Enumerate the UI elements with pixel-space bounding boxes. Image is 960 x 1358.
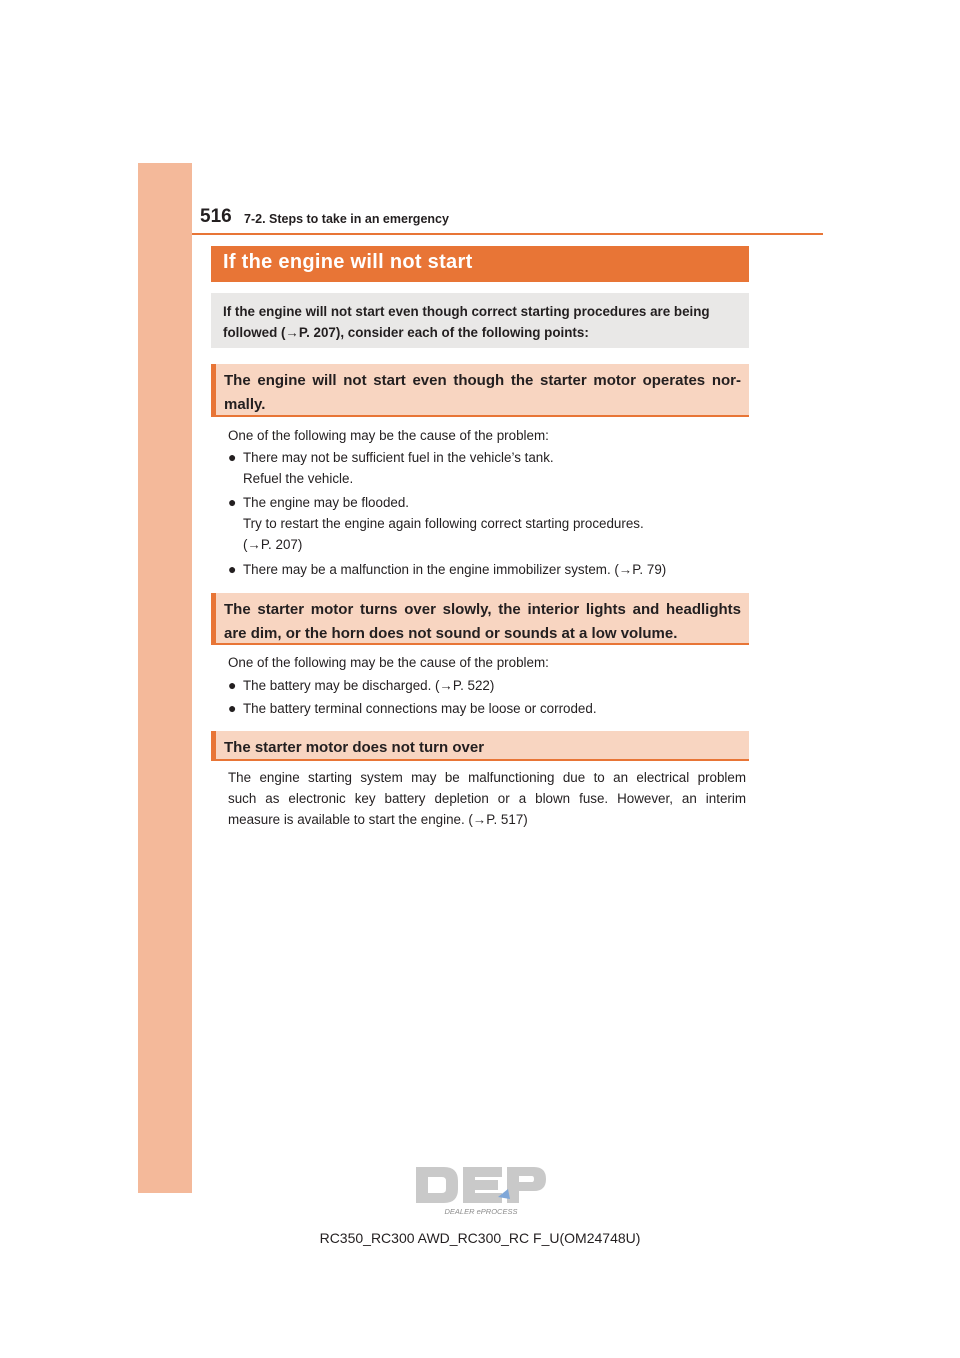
bullet-icon: ● xyxy=(228,494,237,510)
section-heading-starter-normal xyxy=(211,364,749,417)
section-heading-starter-slow xyxy=(211,593,749,645)
page-footer: RC350_RC300 AWD_RC300_RC F_U(OM24748U) xyxy=(319,1230,641,1246)
intro-line: If the engine will not start even though correct starting procedures are being xyxy=(223,304,710,319)
heading-line: The engine will not start even though the starter motor operates nor- xyxy=(224,372,741,389)
section-heading-starter-not-turn xyxy=(211,731,749,761)
heading-line: The starter motor does not turn over xyxy=(224,739,485,756)
section1-lead: One of the following may be the cause of the problem: xyxy=(228,428,549,443)
logo-text: DEALER ePROCESS xyxy=(444,1207,518,1216)
page-header xyxy=(200,204,820,234)
dep-logo xyxy=(414,1163,548,1217)
section3-paragraph: The engine starting system may be malfunctioning due to an electrical problem such as electronic key battery depletion or a blown fuse. However, an interim measure is available to start the engine. (→P. 517) xyxy=(228,770,746,827)
page-number: 516 xyxy=(200,206,232,227)
bullet-icon: ● xyxy=(228,561,237,577)
header-rule xyxy=(192,233,823,235)
intro-line: followed (→P. 207), consider each of the following points: xyxy=(223,325,589,340)
heading-line: mally. xyxy=(224,396,266,413)
bullet-icon: ● xyxy=(228,700,237,716)
list-item: ● The battery may be discharged. (→P. 522) xyxy=(228,675,748,696)
list-item: ● The battery terminal connections may be loose or corroded. xyxy=(228,698,748,719)
section-reference: 7-2. Steps to take in an emergency xyxy=(244,212,449,226)
list-item: ● There may not be sufficient fuel in the vehicle’s tank. Refuel the vehicle. xyxy=(228,449,554,486)
list-item: ● The engine may be flooded. Try to restart the engine again following correct starting procedures. (→P. 207) xyxy=(228,494,644,552)
bullet-icon: ● xyxy=(228,449,237,465)
section2-lead: One of the following may be the cause of the problem: xyxy=(228,655,549,670)
side-band xyxy=(138,163,192,1193)
bullet-icon: ● xyxy=(228,677,237,693)
intro-box xyxy=(211,293,749,348)
heading-line: are dim, or the horn does not sound or sounds at a low volume. xyxy=(224,625,678,642)
page-title: If the engine will not start xyxy=(211,246,749,282)
list-item: ● There may be a malfunction in the engine immobilizer system. (→P. 79) xyxy=(228,559,748,580)
heading-line: The starter motor turns over slowly, the interior lights and headlights xyxy=(224,601,741,618)
